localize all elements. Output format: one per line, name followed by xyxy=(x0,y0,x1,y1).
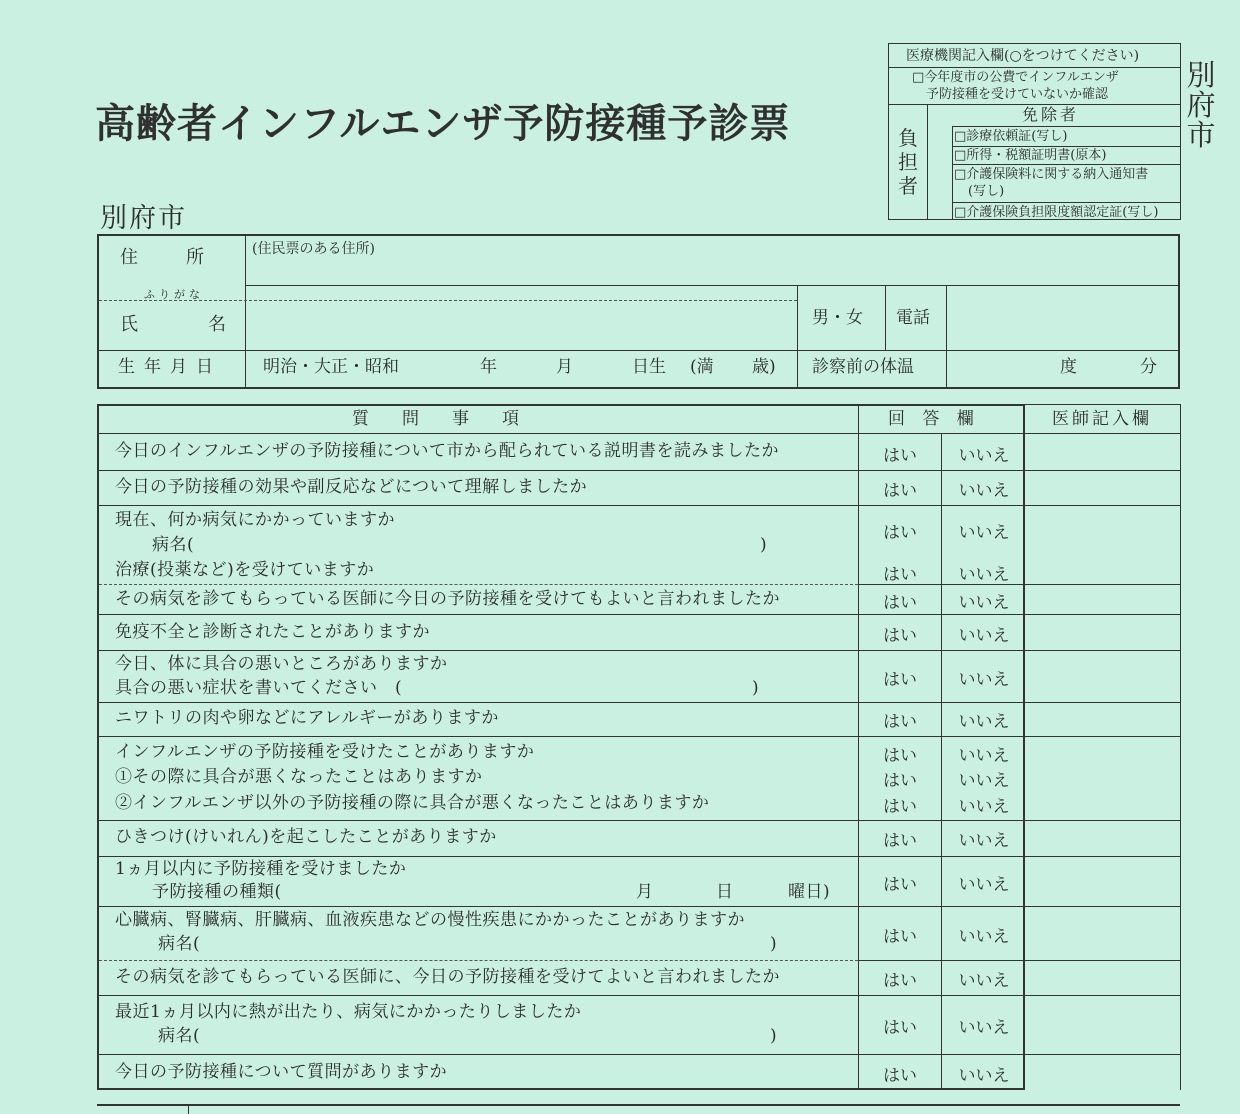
answer-no[interactable]: いいえ xyxy=(958,593,1010,613)
answer-no[interactable]: いいえ xyxy=(958,1066,1010,1086)
answer-yes[interactable]: はい xyxy=(883,831,917,851)
answer-no[interactable]: いいえ xyxy=(958,626,1010,646)
answer-no[interactable]: いいえ xyxy=(958,1018,1010,1038)
answer-yes[interactable]: はい xyxy=(883,565,917,585)
q13-text: 最近1ヵ月以内に熱が出たり、病気にかかったりしましたか xyxy=(115,1002,582,1022)
public-check-line1: □今年度市の公費でインフルエンザ xyxy=(912,70,1119,85)
answer-yes[interactable]: はい xyxy=(883,1066,917,1086)
public-check-line2: 予防接種を受けていないか確認 xyxy=(926,87,1109,102)
q7-text: ニワトリの肉や卵などにアレルギーがありますか xyxy=(115,708,499,728)
exempt-item-3: □介護保険料に関する納入通知書 xyxy=(954,167,1149,182)
side-city-char: 別 xyxy=(1186,58,1216,92)
answer-yes[interactable]: はい xyxy=(883,523,917,543)
age-close: 歳) xyxy=(752,357,776,377)
side-city-char: 府 xyxy=(1186,88,1216,122)
q2-text: 今日の予防接種の効果や副反応などについて理解しましたか xyxy=(115,477,588,497)
answer-no[interactable]: いいえ xyxy=(958,746,1010,766)
answer-no[interactable]: いいえ xyxy=(958,927,1010,947)
temperature-minute: 分 xyxy=(1140,357,1157,377)
q6-text: 今日、体に具合の悪いところがありますか xyxy=(115,654,448,674)
q12-text: その病気を診てもらっている医師に、今日の予防接種を受けてよいと言われましたか xyxy=(115,967,780,987)
furigana-label: ふりがな xyxy=(144,288,204,301)
answer-no[interactable]: いいえ xyxy=(958,565,1010,585)
temperature-label: 診察前の体温 xyxy=(812,357,914,377)
q10-day: 日 xyxy=(716,882,734,902)
answer-yes[interactable]: はい xyxy=(883,875,917,895)
side-city-name xyxy=(1184,60,1218,150)
answer-no[interactable]: いいえ xyxy=(958,481,1010,501)
side-city-char: 市 xyxy=(1186,118,1216,152)
q10-vaccine-type: 予防接種の種類( xyxy=(152,882,282,902)
q3-text: 現在、何か病気にかかっていますか xyxy=(115,510,395,530)
q8-sub1-text: ①その際に具合が悪くなったことはありますか xyxy=(115,767,483,787)
payer-label xyxy=(897,126,919,198)
answer-yes[interactable]: はい xyxy=(883,971,917,991)
answer-yes[interactable]: はい xyxy=(883,481,917,501)
q3-disease-name: 病名( xyxy=(152,535,195,555)
q13-close-paren: ) xyxy=(770,1026,778,1046)
answer-yes[interactable]: はい xyxy=(883,797,917,817)
answer-yes[interactable]: はい xyxy=(883,771,917,791)
dob-year: 年 xyxy=(480,357,497,377)
q3-close-paren: ) xyxy=(760,535,768,555)
answer-no[interactable]: いいえ xyxy=(958,670,1010,690)
exempt-item-3-sub: (写し) xyxy=(968,184,1005,199)
answer-no[interactable]: いいえ xyxy=(958,523,1010,543)
phone-label: 電話 xyxy=(896,308,930,328)
q10-month: 月 xyxy=(636,882,654,902)
q11-text: 心臓病、腎臓病、肝臓病、血液疾患などの慢性疾患にかかったことがありますか xyxy=(115,910,745,930)
exempt-item-1: □診療依頼証(写し) xyxy=(954,129,1068,144)
q6-symptom: 具合の悪い症状を書いてください ( xyxy=(115,678,403,698)
payer-char: 者 xyxy=(898,174,918,198)
answer-yes[interactable]: はい xyxy=(883,446,917,466)
payer-char: 担 xyxy=(898,150,918,174)
answer-yes[interactable]: はい xyxy=(883,927,917,947)
exempt-item-4: □介護保険負担限度額認定証(写し) xyxy=(954,205,1159,220)
q13-disease-name: 病名( xyxy=(158,1026,201,1046)
answer-no[interactable]: いいえ xyxy=(958,446,1010,466)
answer-yes[interactable]: はい xyxy=(883,626,917,646)
answer-yes[interactable]: はい xyxy=(883,1018,917,1038)
dob-month: 月 xyxy=(556,357,573,377)
q6-close-paren: ) xyxy=(752,678,760,698)
sex-selector[interactable]: 男・女 xyxy=(812,308,863,328)
answer-yes[interactable]: はい xyxy=(883,746,917,766)
address-note: (住民票のある住所) xyxy=(252,241,375,257)
payer-char: 負 xyxy=(898,126,918,150)
city-name: 別府市 xyxy=(100,203,187,234)
q9-text: ひきつけ(けいれん)を起こしたことがありますか xyxy=(115,827,497,847)
q10-text: 1ヵ月以内に予防接種を受けましたか xyxy=(115,859,407,879)
answer-no[interactable]: いいえ xyxy=(958,797,1010,817)
exempt-label: 免除者 xyxy=(1022,105,1080,124)
age-open: (満 xyxy=(690,357,714,377)
answer-header: 回 答 欄 xyxy=(888,409,980,429)
answer-no[interactable]: いいえ xyxy=(958,971,1010,991)
answer-no[interactable]: いいえ xyxy=(958,831,1010,851)
name-label: 氏 名 xyxy=(120,314,230,335)
q10-weekday: 曜日) xyxy=(788,882,831,902)
answer-no[interactable]: いいえ xyxy=(958,875,1010,895)
exempt-item-2: □所得・税額証明書(原本) xyxy=(954,148,1107,163)
answer-yes[interactable]: はい xyxy=(883,593,917,613)
temperature-degree: 度 xyxy=(1060,357,1077,377)
answer-no[interactable]: いいえ xyxy=(958,771,1010,791)
q8-sub2-text: ②インフルエンザ以外の予防接種の際に具合が悪くなったことはありますか xyxy=(115,793,710,813)
answer-no[interactable]: いいえ xyxy=(958,712,1010,732)
dob-day: 日生 xyxy=(632,357,666,377)
q11-disease-name: 病名( xyxy=(158,934,201,954)
form-title: 高齢者インフルエンザ予防接種予診票 xyxy=(95,101,791,147)
question-header: 質 問 事 項 xyxy=(352,409,527,429)
answer-yes[interactable]: はい xyxy=(883,712,917,732)
q5-text: 免疫不全と診断されたことがありますか xyxy=(115,622,430,642)
q14-text: 今日の予防接種について質問がありますか xyxy=(115,1062,448,1082)
q1-text: 今日のインフルエンザの予防接種について市から配られている説明書を読みましたか xyxy=(115,441,779,461)
q8-text: インフルエンザの予防接種を受けたことがありますか xyxy=(115,742,535,762)
q4-text: その病気を診てもらっている医師に今日の予防接種を受けてもよいと言われましたか xyxy=(115,589,780,609)
answer-yes[interactable]: はい xyxy=(883,670,917,690)
doctor-header: 医師記入欄 xyxy=(1052,409,1152,429)
dob-label: 生年月日 xyxy=(118,357,222,377)
address-label: 住 所 xyxy=(120,247,208,268)
clinic-header: 医療機関記入欄(○をつけてください) xyxy=(906,48,1140,64)
era-selector[interactable]: 明治・大正・昭和 xyxy=(263,357,399,377)
q3-treatment-text: 治療(投薬など)を受けていますか xyxy=(115,560,375,580)
q11-close-paren: ) xyxy=(770,934,778,954)
